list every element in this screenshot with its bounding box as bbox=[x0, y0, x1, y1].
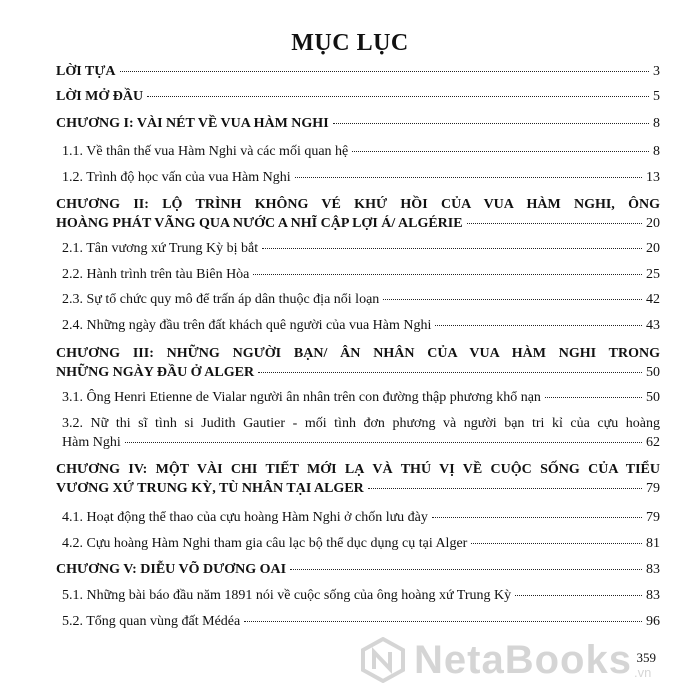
toc-section-entry bbox=[56, 239, 660, 258]
toc-entry-title: 3.1. Ông Henri Etienne de Vialar người ân nhân trên con đường thập phương khổ nạn bbox=[62, 390, 541, 405]
dot-leader bbox=[545, 397, 642, 398]
dot-leader bbox=[262, 248, 642, 249]
toc-entry-page: 83 bbox=[646, 562, 660, 577]
watermark-suffix: .vn bbox=[633, 665, 652, 680]
toc-entry-page: 43 bbox=[646, 318, 660, 333]
toc-entry-page: 62 bbox=[646, 435, 660, 450]
toc-chapter-entry bbox=[56, 195, 660, 233]
toc-entry-title: Hàm Nghi bbox=[62, 435, 121, 450]
toc-section-entry bbox=[56, 168, 660, 187]
toc-entry-page: 20 bbox=[646, 241, 660, 256]
watermark bbox=[360, 630, 690, 690]
toc-section-entry bbox=[56, 388, 660, 407]
toc-entry-page: 8 bbox=[653, 116, 660, 131]
toc-entry-title: 5.1. Những bài báo đầu năm 1891 nói về cuộc sống của ông hoàng xứ Trung Kỳ bbox=[62, 588, 512, 603]
toc-chapter-entry bbox=[56, 344, 660, 382]
toc-entry-title: LỜI TỰA bbox=[56, 64, 116, 79]
toc-section-entry bbox=[56, 612, 660, 631]
toc-entry-page: 3 bbox=[653, 64, 660, 79]
toc-entry-title: CHƯƠNG V: DIỄU VÕ DƯƠNG OAI bbox=[56, 562, 287, 577]
toc-entry-title: VƯƠNG XỨ TRUNG KỲ, TÙ NHÂN TẠI ALGER bbox=[56, 481, 364, 496]
toc-section-entry bbox=[56, 142, 660, 161]
toc-entry-title: NHỮNG NGÀY ĐẦU Ở ALGER bbox=[56, 365, 255, 380]
toc-entry-page: 25 bbox=[646, 267, 660, 282]
toc-entry-title: LỜI MỞ ĐẦU bbox=[56, 89, 144, 104]
toc-entry-title-line1: CHƯƠNG IV: MỘT VÀI CHI TIẾT MỚI LẠ VÀ THÚ VỊ VỀ CUỘC SỐNG CỦA TIỂU bbox=[56, 462, 660, 477]
dot-leader bbox=[515, 595, 642, 596]
dot-leader bbox=[435, 325, 642, 326]
dot-leader bbox=[352, 151, 649, 152]
toc-entry-page: 5 bbox=[653, 89, 660, 104]
toc-entry-title-line1: CHƯƠNG III: NHỮNG NGƯỜI BẠN/ ÂN NHÂN CỦA VUA HÀM NGHI TRONG bbox=[56, 346, 660, 361]
toc-section-entry bbox=[56, 586, 660, 605]
toc-entry-title-line1: CHƯƠNG II: LỘ TRÌNH KHÔNG VÉ KHỨ HỒI CỦA VUA HÀM NGHI, ÔNG bbox=[56, 197, 660, 212]
dot-leader bbox=[383, 299, 642, 300]
dot-leader bbox=[368, 488, 642, 489]
toc-entry-title-line1: 3.2. Nữ thi sĩ tình si Judith Gautier - mối tình đơn phương và người bạn tri kỉ của cựu hoàng bbox=[62, 416, 660, 431]
toc-entry-title: 2.4. Những ngày đầu trên đất khách quê người của vua Hàm Nghi bbox=[62, 318, 432, 333]
toc-entry-title: 2.2. Hành trình trên tàu Biên Hòa bbox=[62, 267, 250, 282]
toc-entry-page: 50 bbox=[646, 365, 660, 380]
toc-entry-page: 8 bbox=[653, 144, 660, 159]
toc-entry-page: 50 bbox=[646, 390, 660, 405]
dot-leader bbox=[295, 177, 642, 178]
dot-leader bbox=[333, 123, 649, 124]
toc-entry-title: 5.2. Tổng quan vùng đất Médéa bbox=[62, 614, 241, 629]
toc-entry-page: 20 bbox=[646, 216, 660, 231]
dot-leader bbox=[244, 621, 642, 622]
toc-entry-title: 2.3. Sự tổ chức quy mô để trấn áp dân thuộc địa nổi loạn bbox=[62, 292, 380, 307]
toc-entry-title: HOÀNG PHÁT VÃNG QUA NƯỚC A NHĨ CẬP LỢI Á/ ALGÉRIE bbox=[56, 216, 463, 231]
toc-section-entry bbox=[56, 508, 660, 527]
toc-entry-title: CHƯƠNG I: VÀI NÉT VỀ VUA HÀM NGHI bbox=[56, 116, 329, 131]
toc-chapter-entry bbox=[56, 87, 660, 106]
toc-entry-page: 83 bbox=[646, 588, 660, 603]
toc-section-entry bbox=[56, 265, 660, 284]
toc-entry-page: 79 bbox=[646, 510, 660, 525]
dot-leader bbox=[258, 372, 642, 373]
toc-entry-page: 42 bbox=[646, 292, 660, 307]
dot-leader bbox=[147, 96, 649, 97]
page-number: 359 bbox=[636, 650, 656, 665]
toc-section-entry bbox=[56, 414, 660, 452]
dot-leader bbox=[253, 274, 642, 275]
page-title: MỤC LỤC bbox=[291, 30, 409, 56]
dot-leader bbox=[290, 569, 642, 570]
toc-section-entry bbox=[56, 316, 660, 335]
toc-section-entry bbox=[56, 534, 660, 553]
toc-entry-title: 4.1. Hoạt động thể thao của cựu hoàng Hàm Nghi ở chốn lưu đày bbox=[62, 510, 428, 525]
toc-entry-page: 79 bbox=[646, 481, 660, 496]
toc-chapter-entry bbox=[56, 560, 660, 579]
toc-entry-title: 4.2. Cựu hoàng Hàm Nghi tham gia câu lạc bộ thể dục dụng cụ tại Alger bbox=[62, 536, 468, 551]
toc-section-entry bbox=[56, 290, 660, 309]
dot-leader bbox=[125, 442, 642, 443]
toc-chapter-entry bbox=[56, 460, 660, 498]
toc-entry-title: 2.1. Tân vương xứ Trung Kỳ bị bắt bbox=[62, 241, 259, 256]
toc-entry-title: 1.1. Về thân thế vua Hàm Nghi và các mối quan hệ bbox=[62, 144, 349, 159]
dot-leader bbox=[471, 543, 642, 544]
toc-entry-page: 96 bbox=[646, 614, 660, 629]
toc-entry-page: 13 bbox=[646, 170, 660, 185]
dot-leader bbox=[467, 223, 642, 224]
toc-entry-page: 81 bbox=[646, 536, 660, 551]
dot-leader bbox=[432, 517, 642, 518]
netabooks-logo-icon bbox=[360, 637, 406, 683]
toc-chapter-entry bbox=[56, 62, 660, 81]
toc-chapter-entry bbox=[56, 114, 660, 133]
dot-leader bbox=[120, 71, 649, 72]
watermark-brand: NetaBooks bbox=[414, 637, 632, 682]
toc-entry-title: 1.2. Trình độ học vấn của vua Hàm Nghi bbox=[62, 170, 291, 185]
